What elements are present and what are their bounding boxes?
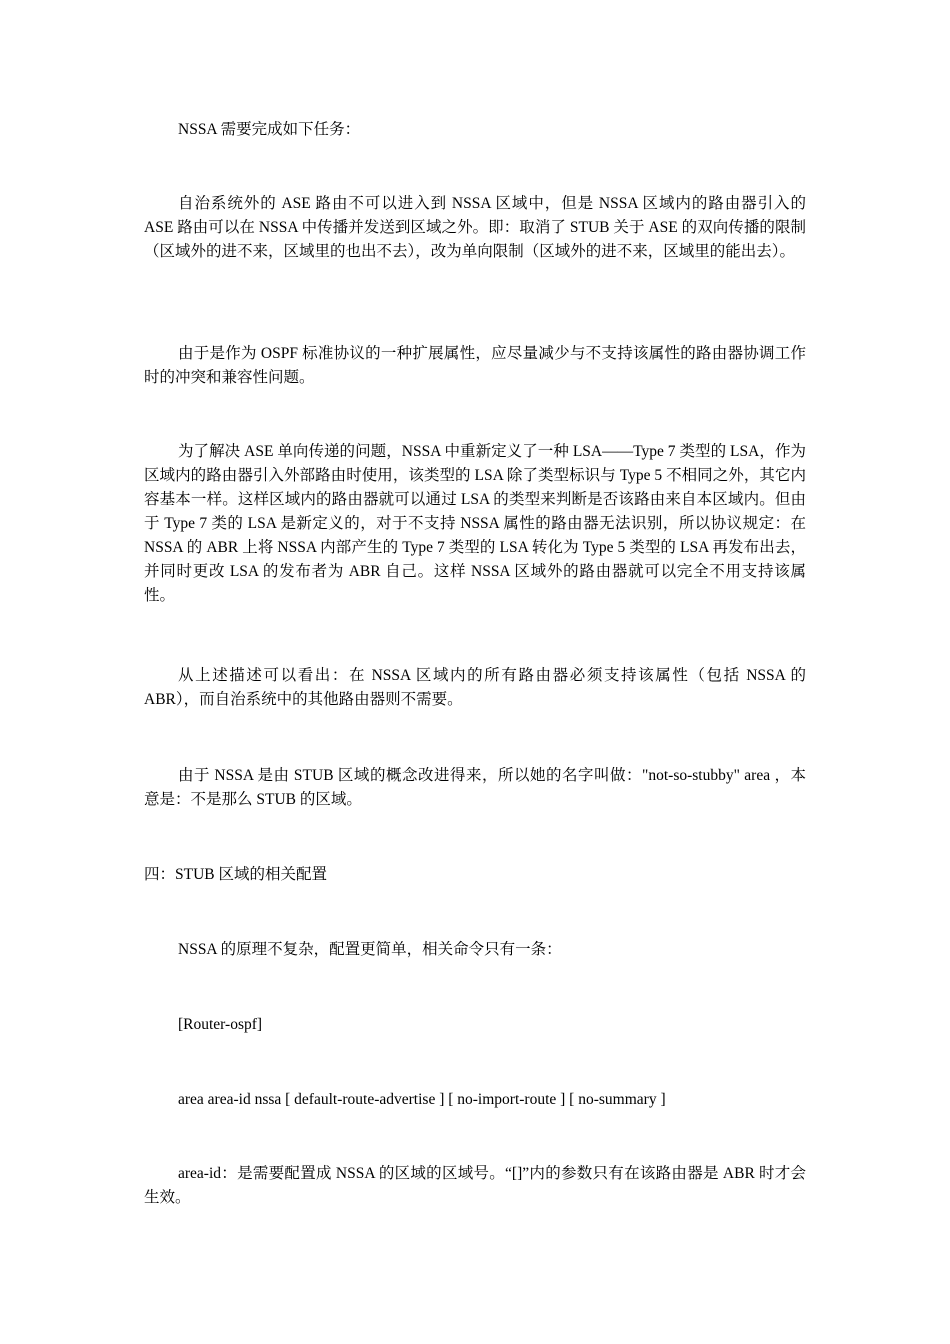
paragraph-nssa-tasks-intro: NSSA 需要完成如下任务： <box>178 121 361 138</box>
paragraph-nssa-support: 从上述描述可以看出：在 NSSA 区域内的所有路由器必须支持该属性（包括 NSSA 的 ABR），而自治系统中的其他路由器则不需要。 <box>144 667 806 708</box>
section-heading-stub-config: 四：STUB 区域的相关配置 <box>144 866 327 883</box>
command-router-ospf: [Router-ospf] <box>178 1016 263 1033</box>
paragraph-area-id-description: area-id：是需要配置成 NSSA 的区域的区域号。“[]”内的参数只有在该路由器是 ABR 时才会生效。 <box>144 1165 806 1206</box>
paragraph-not-so-stubby: 由于 NSSA 是由 STUB 区域的概念改进得来，所以她的名字叫做："not-so-stubby" area ，本意是：不是那么 STUB 的区域。 <box>144 767 806 808</box>
paragraph-ospf-extension: 由于是作为 OSPF 标准协议的一种扩展属性，应尽量减少与不支持该属性的路由器协调工作时的冲突和兼容性问题。 <box>144 345 806 386</box>
command-area-nssa: area area-id nssa [ default-route-advertise ] [ no-import-route ] [ no-summary ] <box>178 1091 666 1108</box>
paragraph-type7-lsa: 为了解决 ASE 单向传递的问题，NSSA 中重新定义了一种 LSA——Type 7 类型的 LSA，作为区域内的路由器引入外部路由时使用，该类型的 LSA 除了类型标识与 Type 5 不相同之外，其它内容基本一样。这样区域内的路由器就可以通过 LSA 的类型来判断是否该路由来自本区域内。但由于 Type 7 类的 LSA 是新定义的，对于不支持 NSSA 属性的路由器无法识别，所以协议规定：在 NSSA 的 ABR 上将 NSSA 内部产生的 Type 7 类型的 LSA 转化为 Type 5 类型的 LSA 再发布出去，并同时更改 LSA 的发布者为 ABR 自己。这样 NSSA 区域外的路由器就可以完全不用支持该属性。 <box>144 443 806 604</box>
paragraph-nssa-config-intro: NSSA 的原理不复杂，配置更简单，相关命令只有一条： <box>178 941 562 958</box>
paragraph-ase-routes: 自治系统外的 ASE 路由不可以进入到 NSSA 区域中，但是 NSSA 区域内的路由器引入的 ASE 路由可以在 NSSA 中传播并发送到区域之外。即：取消了 STUB 关于 ASE 的双向传播的限制（区域外的进不来，区域里的也出不去），改为单向限制（区域外的进不来，区域里的能出去）。 <box>144 195 806 260</box>
